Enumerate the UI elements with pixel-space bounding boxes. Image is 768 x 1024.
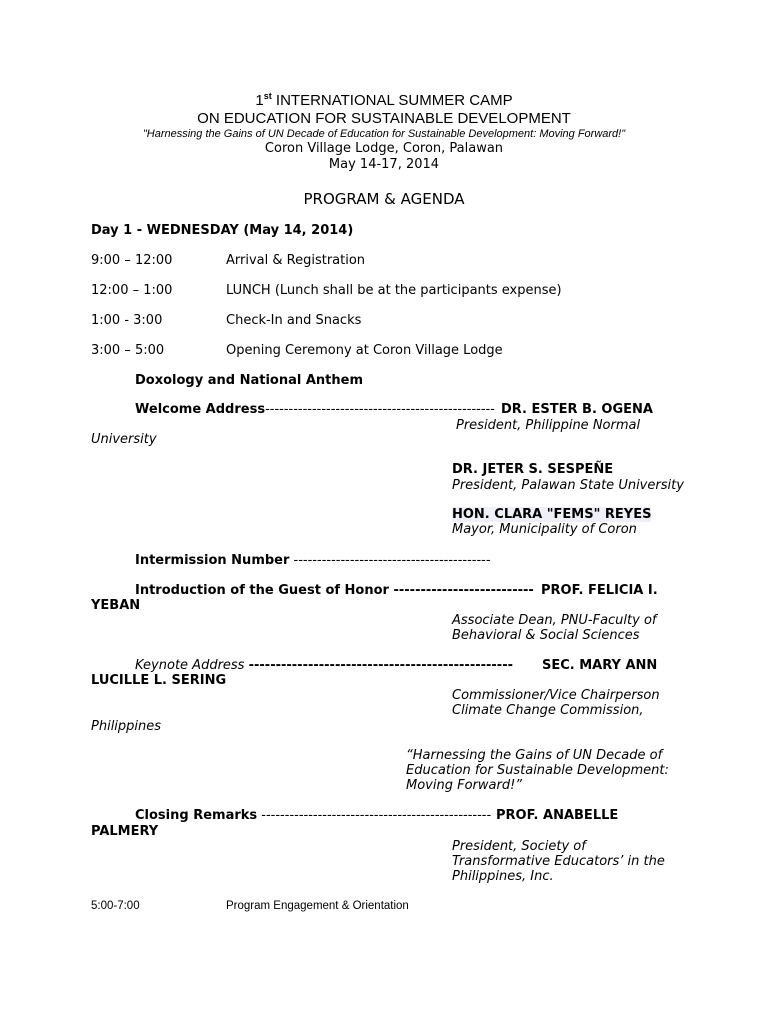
schedule-time: 3:00 – 5:00 [91, 343, 165, 358]
speaker-name: HON. CLARA "FEMS" REYES [452, 507, 652, 522]
day-heading: Day 1 - WEDNESDAY (May 14, 2014) [91, 223, 354, 238]
title-superscript: st [263, 91, 272, 101]
schedule-time: 5:00-7:00 [91, 900, 140, 912]
keynote-topic: Education for Sustainable Development: [406, 763, 669, 778]
keynote-line: Keynote Address ------------------------------------------------- [135, 658, 513, 673]
closing-remarks-line: Closing Remarks ------------------------------------------------- [135, 808, 492, 823]
schedule-time: 9:00 – 12:00 [91, 253, 173, 268]
speaker-title: President, Society of [452, 839, 586, 854]
schedule-activity: Program Engagement & Orientation [226, 900, 409, 912]
speaker-title: Behavioral & Social Sciences [452, 628, 640, 643]
speaker-name-continued: PALMERY [91, 824, 159, 839]
schedule-activity: Opening Ceremony at Coron Village Lodge [226, 343, 503, 358]
speaker-name: DR. ESTER B. OGENA [501, 402, 653, 417]
title-line-1: 1st INTERNATIONAL SUMMER CAMP [255, 91, 513, 109]
speaker-title: President, Palawan State University [452, 478, 684, 493]
doxology-item: Doxology and National Anthem [135, 373, 364, 388]
schedule-time: 1:00 - 3:00 [91, 313, 163, 328]
schedule-activity: Arrival & Registration [226, 253, 366, 268]
introduction-line: Introduction of the Guest of Honor -------------------------- [135, 583, 534, 598]
speaker-title-continued: Philippines [91, 719, 162, 734]
event-venue: Coron Village Lodge, Coron, Palawan [264, 141, 504, 156]
speaker-title-continued: University [91, 432, 157, 447]
schedule-activity: LUNCH (Lunch shall be at the participants expense) [226, 283, 562, 298]
schedule-activity: Check-In and Snacks [226, 313, 362, 328]
speaker-title: President, Philippine Normal [456, 418, 641, 433]
intermission-line: Intermission Number ------------------------------------------ [135, 553, 491, 568]
schedule-time: 12:00 – 1:00 [91, 283, 173, 298]
speaker-title: Commissioner/Vice Chairperson [452, 688, 660, 703]
program-heading: PROGRAM & AGENDA [303, 190, 465, 208]
speaker-name: SEC. MARY ANN [542, 658, 658, 673]
event-theme: "Harnessing the Gains of UN Decade of Education for Sustainable Development: Moving Forward!" [142, 128, 626, 140]
event-date: May 14-17, 2014 [328, 157, 440, 172]
speaker-title: Transformative Educators’ in the [452, 854, 665, 869]
speaker-name: PROF. FELICIA I. [541, 583, 658, 598]
speaker-name-continued: LUCILLE L. SERING [91, 673, 227, 688]
speaker-title: Mayor, Municipality of Coron [452, 522, 637, 537]
speaker-name-continued: YEBAN [91, 598, 141, 613]
keynote-topic: “Harnessing the Gains of UN Decade of [406, 748, 663, 763]
speaker-title: Associate Dean, PNU-Faculty of [452, 613, 657, 628]
title-line-2: ON EDUCATION FOR SUSTAINABLE DEVELOPMENT [197, 110, 571, 127]
speaker-title: Climate Change Commission, [452, 703, 644, 718]
speaker-name: DR. JETER S. SESPEÑE [452, 462, 614, 477]
keynote-topic: Moving Forward!” [406, 778, 523, 793]
speaker-title: Philippines, Inc. [452, 869, 554, 884]
welcome-address-line: Welcome Address------------------------------------------------- [135, 402, 495, 417]
speaker-name: PROF. ANABELLE [496, 808, 619, 823]
